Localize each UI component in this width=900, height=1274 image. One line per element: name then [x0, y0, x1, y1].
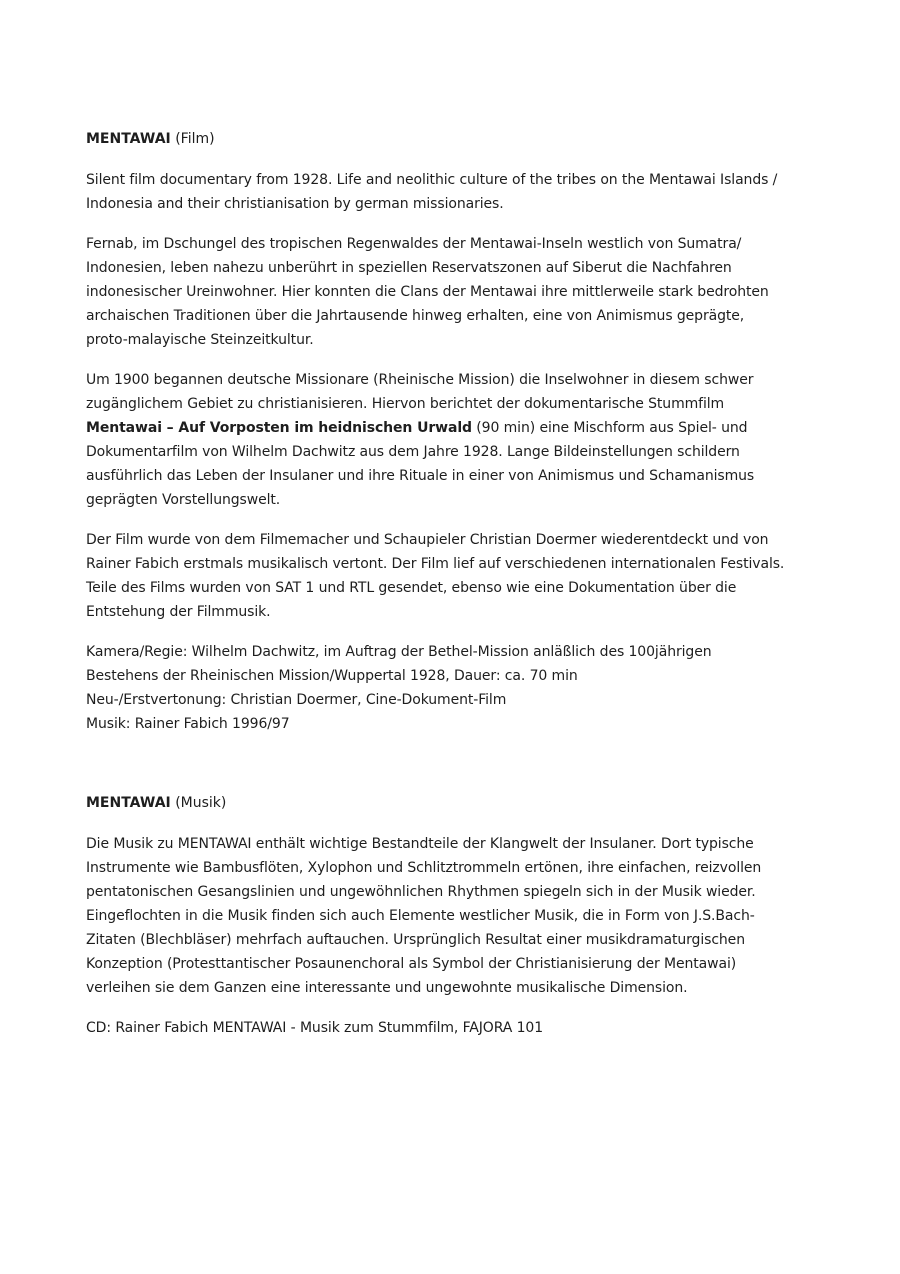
text-line: proto-malayische Steinzeitkultur.	[86, 332, 314, 348]
music-title: MENTAWAI	[86, 795, 171, 811]
text-line: Zitaten (Blechbläser) mehrfach auftauchen. Ursprünglich Resultat einer musikdramaturgischen	[86, 932, 745, 948]
text-line: Eingeflochten in die Musik finden sich auch Elemente westlicher Musik, die in Form von J.S.Bach-	[86, 908, 755, 924]
credit-line: Kamera/Regie: Wilhelm Dachwitz, im Auftrag der Bethel-Mission anläßlich des 100jährigen	[86, 644, 712, 660]
film-intro-paragraph	[86, 168, 816, 216]
film-title-suffix: (Film)	[175, 131, 215, 147]
film-title: MENTAWAI	[86, 131, 171, 147]
text-line: geprägten Vorstellungswelt.	[86, 492, 281, 508]
text-line: Indonesia and their christianisation by german missionaries.	[86, 196, 504, 212]
film-section-heading	[86, 128, 816, 150]
credit-line: Neu-/Erstvertonung: Christian Doermer, Cine-Dokument-Film	[86, 692, 507, 708]
document-page	[86, 128, 816, 1056]
section-spacer	[86, 752, 816, 792]
text-fragment: (90 min) eine Mischform aus Spiel- und	[471, 420, 748, 436]
text-line: Entstehung der Filmmusik.	[86, 604, 271, 620]
music-title-suffix: (Musik)	[175, 795, 227, 811]
film-paragraph-1	[86, 232, 816, 352]
text-line: Rainer Fabich erstmals musikalisch vertont. Der Film lief auf verschiedenen internationalen Festivals.	[86, 556, 785, 572]
text-line: Konzeption (Protesttantischer Posaunenchoral als Symbol der Christianisierung der Mentawai)	[86, 956, 737, 972]
film-paragraph-2	[86, 368, 816, 512]
text-line: verleihen sie dem Ganzen eine interessante und ungewohnte musikalische Dimension.	[86, 980, 688, 996]
text-line: indonesischer Ureinwohner. Hier konnten die Clans der Mentawai ihre mittlerweile stark bedrohten	[86, 284, 769, 300]
cd-info: CD: Rainer Fabich MENTAWAI - Musik zum Stummfilm, FAJORA 101	[86, 1020, 544, 1036]
film-credits	[86, 640, 816, 736]
music-section-heading	[86, 792, 816, 814]
film-full-title: Mentawai – Auf Vorposten im heidnischen Urwald	[86, 420, 472, 436]
music-paragraph	[86, 832, 816, 1000]
text-line: ausführlich das Leben der Insulaner und ihre Rituale in einer von Animismus und Schamanismus	[86, 468, 755, 484]
text-line: Die Musik zu MENTAWAI enthält wichtige Bestandteile der Klangwelt der Insulaner. Dort typische	[86, 836, 754, 852]
text-line: Indonesien, leben nahezu unberührt in speziellen Reservatszonen auf Siberut die Nachfahren	[86, 260, 732, 276]
credit-line: Musik: Rainer Fabich 1996/97	[86, 716, 290, 732]
text-line: Um 1900 begannen deutsche Missionare (Rheinische Mission) die Inselwohner in diesem schwer	[86, 372, 754, 388]
text-line: zugänglichem Gebiet zu christianisieren. Hiervon berichtet der dokumentarische Stummfilm	[86, 396, 725, 412]
text-line: Fernab, im Dschungel des tropischen Regenwaldes der Mentawai-Inseln westlich von Sumatra/	[86, 236, 742, 252]
film-paragraph-3	[86, 528, 816, 624]
text-line: Teile des Films wurden von SAT 1 und RTL gesendet, ebenso wie eine Dokumentation über die	[86, 580, 737, 596]
text-line: archaischen Traditionen über die Jahrtausende hinweg erhalten, eine von Animismus geprägte,	[86, 308, 745, 324]
text-line: Dokumentarfilm von Wilhelm Dachwitz aus dem Jahre 1928. Lange Bildeinstellungen schildern	[86, 444, 740, 460]
credit-line: Bestehens der Rheinischen Mission/Wuppertal 1928, Dauer: ca. 70 min	[86, 668, 578, 684]
text-line: Der Film wurde von dem Filmemacher und Schaupieler Christian Doermer wiederentdeckt und von	[86, 532, 769, 548]
text-line: Instrumente wie Bambusflöten, Xylophon und Schlitztrommeln ertönen, ihre einfachen, reizvollen	[86, 860, 762, 876]
text-line: Silent film documentary from 1928. Life and neolithic culture of the tribes on the Mentawai Islands /	[86, 172, 778, 188]
text-line: pentatonischen Gesangslinien und ungewöhnlichen Rhythmen spiegeln sich in der Musik wieder.	[86, 884, 756, 900]
text-line	[86, 416, 816, 440]
